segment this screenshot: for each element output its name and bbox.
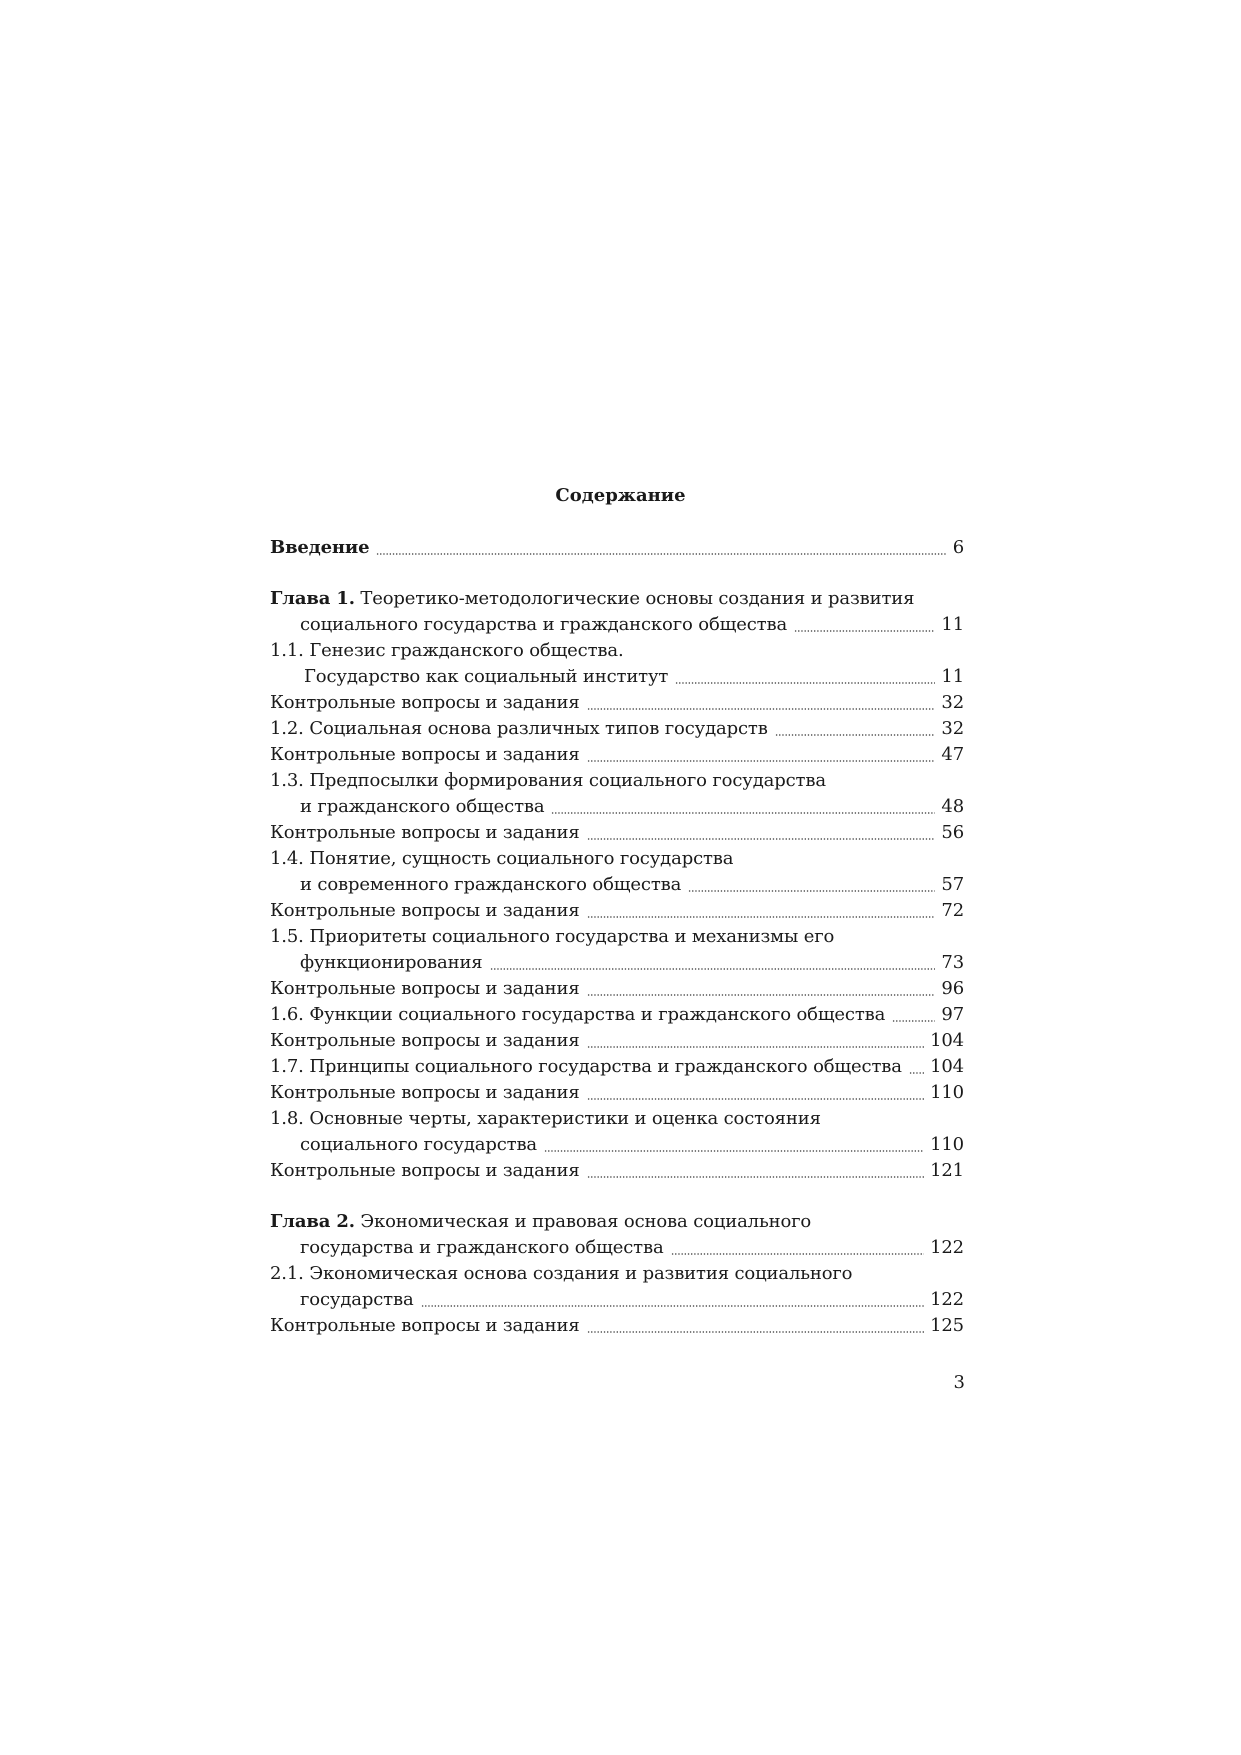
toc-entry-1-1-cont[interactable] (270, 664, 964, 690)
entry-text: 1.5. Приоритеты социального государства и механизмы его (270, 926, 835, 947)
entry-bold-label: Глава 2. (270, 1211, 355, 1232)
dot-leader (544, 1150, 924, 1152)
toc-entry-questions[interactable] (270, 1080, 964, 1106)
dot-leader (587, 916, 936, 918)
toc-entry-1-3-cont[interactable] (270, 794, 964, 820)
entry-text: Контрольные вопросы и задания (270, 1160, 580, 1181)
entry-text: социального государства (300, 1134, 538, 1155)
toc-entry-2-1-cont[interactable] (270, 1287, 964, 1313)
entry-page: 32 (941, 692, 964, 713)
entry-text: Государство как социальный институт (304, 666, 669, 687)
entry-page: 97 (941, 1004, 964, 1025)
entry-text: Контрольные вопросы и задания (270, 744, 580, 765)
section-gap (270, 1184, 964, 1209)
toc-entry-chapter-1-cont[interactable] (270, 612, 964, 638)
dot-leader (794, 630, 935, 632)
entry-page: 11 (941, 666, 964, 687)
toc-entry-1-5[interactable] (270, 924, 964, 950)
entry-text: 1.2. Социальная основа различных типов государств (270, 718, 768, 739)
dot-leader (671, 1253, 925, 1255)
dot-leader (688, 890, 935, 892)
toc-entry-chapter-2[interactable] (270, 1209, 964, 1235)
dot-leader (587, 708, 936, 710)
entry-text: 2.1. Экономическая основа создания и развития социального (270, 1263, 853, 1284)
toc-entry-1-4-cont[interactable] (270, 872, 964, 898)
entry-page: 104 (930, 1056, 964, 1077)
entry-text: 1.4. Понятие, сущность социального государства (270, 848, 734, 869)
entry-page: 32 (941, 718, 964, 739)
toc-entry-questions[interactable] (270, 898, 964, 924)
toc-entry-1-2[interactable] (270, 716, 964, 742)
toc-heading: Содержание (555, 485, 686, 506)
entry-page: 121 (930, 1160, 964, 1181)
entry-text: государства и гражданского общества (300, 1237, 664, 1258)
dot-leader (587, 1331, 925, 1333)
entry-text: Контрольные вопросы и задания (270, 1315, 580, 1336)
toc-entry-1-4[interactable] (270, 846, 964, 872)
entry-page: 122 (930, 1289, 964, 1310)
dot-leader (490, 968, 936, 970)
entry-page: 96 (941, 978, 964, 999)
dot-leader (376, 553, 946, 555)
entry-text: и современного гражданского общества (300, 874, 682, 895)
entry-page: 125 (930, 1315, 964, 1336)
entry-page: 56 (941, 822, 964, 843)
dot-leader (587, 1098, 925, 1100)
entry-text: государства (300, 1289, 414, 1310)
toc-entry-questions[interactable] (270, 1313, 964, 1339)
entry-page: 6 (952, 537, 964, 558)
toc-entry-questions[interactable] (270, 1028, 964, 1054)
toc-entry-1-7[interactable] (270, 1054, 964, 1080)
entry-page: 73 (941, 952, 964, 973)
dot-leader (587, 838, 936, 840)
table-of-contents (270, 535, 964, 1339)
entry-text: 1.6. Функции социального государства и гражданского общества (270, 1004, 886, 1025)
toc-entry-1-3[interactable] (270, 768, 964, 794)
entry-text: Экономическая и правовая основа социального (354, 1211, 812, 1232)
entry-text: Контрольные вопросы и задания (270, 978, 580, 999)
entry-page: 47 (941, 744, 964, 765)
toc-entry-chapter-1[interactable] (270, 586, 964, 612)
entry-text: 1.8. Основные черты, характеристики и оценка состояния (270, 1108, 821, 1129)
dot-leader (909, 1072, 924, 1074)
dot-leader (587, 760, 936, 762)
entry-text: 1.7. Принципы социального государства и гражданского общества (270, 1056, 902, 1077)
entry-text: социального государства и гражданского общества (300, 614, 788, 635)
section-gap (270, 561, 964, 586)
entry-bold-label: Глава 1. (270, 588, 355, 609)
entry-page: 110 (930, 1082, 964, 1103)
dot-leader (551, 812, 935, 814)
dot-leader (421, 1305, 925, 1307)
dot-leader (587, 1176, 925, 1178)
entry-page: 104 (930, 1030, 964, 1051)
page-number: 3 (953, 1372, 965, 1393)
toc-entry-questions[interactable] (270, 976, 964, 1002)
toc-entry-chapter-2-cont[interactable] (270, 1235, 964, 1261)
toc-entry-questions[interactable] (270, 820, 964, 846)
entry-page: 57 (941, 874, 964, 895)
toc-entry-questions[interactable] (270, 690, 964, 716)
toc-entry-2-1[interactable] (270, 1261, 964, 1287)
toc-entry-questions[interactable] (270, 1158, 964, 1184)
dot-leader (587, 1046, 925, 1048)
toc-entry-1-6[interactable] (270, 1002, 964, 1028)
entry-page: 110 (930, 1134, 964, 1155)
entry-text: 1.1. Генезис гражданского общества. (270, 640, 624, 661)
entry-text: 1.3. Предпосылки формирования социального государства (270, 770, 826, 791)
entry-page: 48 (941, 796, 964, 817)
toc-entry-introduction[interactable] (270, 535, 964, 561)
dot-leader (892, 1020, 935, 1022)
toc-entry-1-8-cont[interactable] (270, 1132, 964, 1158)
entry-text: Контрольные вопросы и задания (270, 692, 580, 713)
toc-entry-1-5-cont[interactable] (270, 950, 964, 976)
entry-text: и гражданского общества (300, 796, 545, 817)
entry-text: функционирования (300, 952, 483, 973)
entry-text: Контрольные вопросы и задания (270, 1082, 580, 1103)
dot-leader (587, 994, 936, 996)
dot-leader (775, 734, 936, 736)
toc-entry-questions[interactable] (270, 742, 964, 768)
dot-leader (675, 682, 935, 684)
entry-text: Теоретико-методологические основы создания и развития (354, 588, 915, 609)
entry-text: Контрольные вопросы и задания (270, 1030, 580, 1051)
entry-text: Контрольные вопросы и задания (270, 900, 580, 921)
toc-entry-1-8[interactable] (270, 1106, 964, 1132)
entry-page: 11 (941, 614, 964, 635)
toc-entry-1-1[interactable] (270, 638, 964, 664)
entry-page: 122 (930, 1237, 964, 1258)
entry-text: Контрольные вопросы и задания (270, 822, 580, 843)
entry-page: 72 (941, 900, 964, 921)
entry-bold-label: Введение (270, 537, 370, 558)
